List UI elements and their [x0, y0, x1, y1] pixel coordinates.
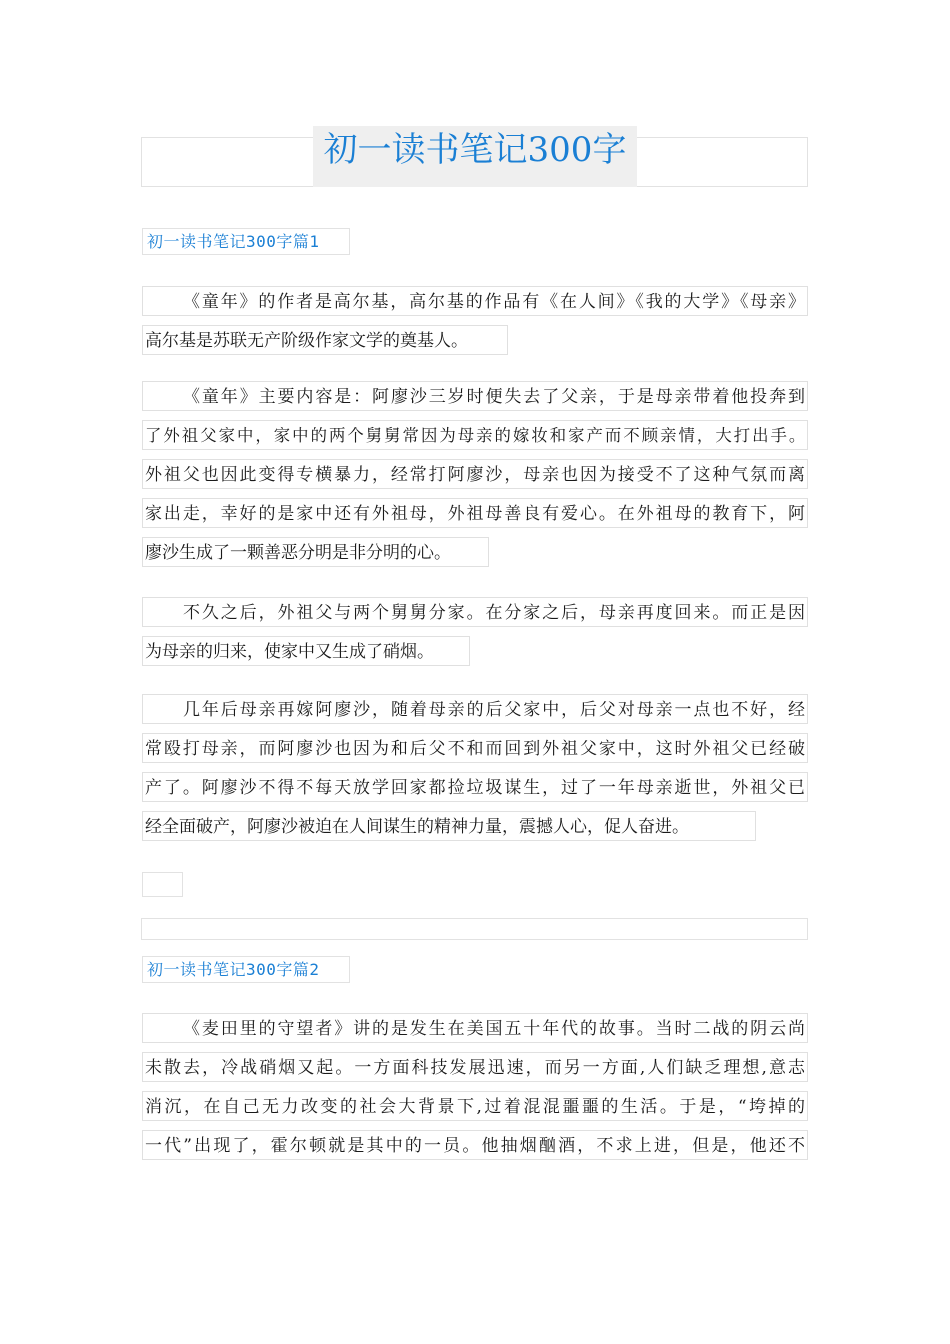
- section-divider-frame: [141, 918, 808, 940]
- paragraph-line: 一代”出现了，霍尔顿就是其中的一员。他抽烟酗酒，不求上进，但是，他还不: [142, 1130, 808, 1169]
- document-title: 初一读书笔记300字: [313, 126, 637, 187]
- paragraph-line: 《麦田里的守望者》讲的是发生在美国五十年代的故事。当时二战的阴云尚: [142, 1013, 808, 1052]
- paragraph-line: 消沉，在自己无力改变的社会大背景下,过着混混噩噩的生活。于是，“垮掉的: [142, 1091, 808, 1130]
- section-heading-2: 初一读书笔记300字篇2: [142, 956, 350, 983]
- paragraph: [142, 286, 808, 364]
- paragraph-line: 为母亲的归来，使家中又生成了硝烟。: [142, 636, 808, 675]
- paragraph-line: 高尔基是苏联无产阶级作家文学的奠基人。: [142, 325, 808, 364]
- paragraph: [142, 694, 808, 850]
- empty-paragraph-frame: [142, 872, 183, 897]
- paragraph-line: 《童年》的作者是高尔基，高尔基的作品有《在人间》《我的大学》《母亲》: [142, 286, 808, 325]
- paragraph-line: 了外祖父家中，家中的两个舅舅常因为母亲的嫁妆和家产而不顾亲情，大打出手。: [142, 420, 808, 459]
- paragraph-line: 家出走，幸好的是家中还有外祖母，外祖母善良有爱心。在外祖母的教育下，阿: [142, 498, 808, 537]
- paragraph: [142, 381, 808, 576]
- paragraph-line: 不久之后，外祖父与两个舅舅分家。在分家之后，母亲再度回来。而正是因: [142, 597, 808, 636]
- paragraph-line: 廖沙生成了一颗善恶分明是非分明的心。: [142, 537, 808, 576]
- paragraph: [142, 1013, 808, 1169]
- paragraph-line: 产了。阿廖沙不得不每天放学回家都捡垃圾谋生，过了一年母亲逝世，外祖父已: [142, 772, 808, 811]
- paragraph-line: 经全面破产，阿廖沙被迫在人间谋生的精神力量，震撼人心，促人奋进。: [142, 811, 808, 850]
- paragraph-line: 几年后母亲再嫁阿廖沙，随着母亲的后父家中，后父对母亲一点也不好，经: [142, 694, 808, 733]
- paragraph-line: 未散去，冷战硝烟又起。一方面科技发展迅速，而另一方面,人们缺乏理想,意志: [142, 1052, 808, 1091]
- paragraph: [142, 597, 808, 675]
- paragraph-line: 外祖父也因此变得专横暴力，经常打阿廖沙，母亲也因为接受不了这种气氛而离: [142, 459, 808, 498]
- section-heading-1: 初一读书笔记300字篇1: [142, 228, 350, 255]
- paragraph-line: 常殴打母亲，而阿廖沙也因为和后父不和而回到外祖父家中，这时外祖父已经破: [142, 733, 808, 772]
- paragraph-line: 《童年》主要内容是：阿廖沙三岁时便失去了父亲，于是母亲带着他投奔到: [142, 381, 808, 420]
